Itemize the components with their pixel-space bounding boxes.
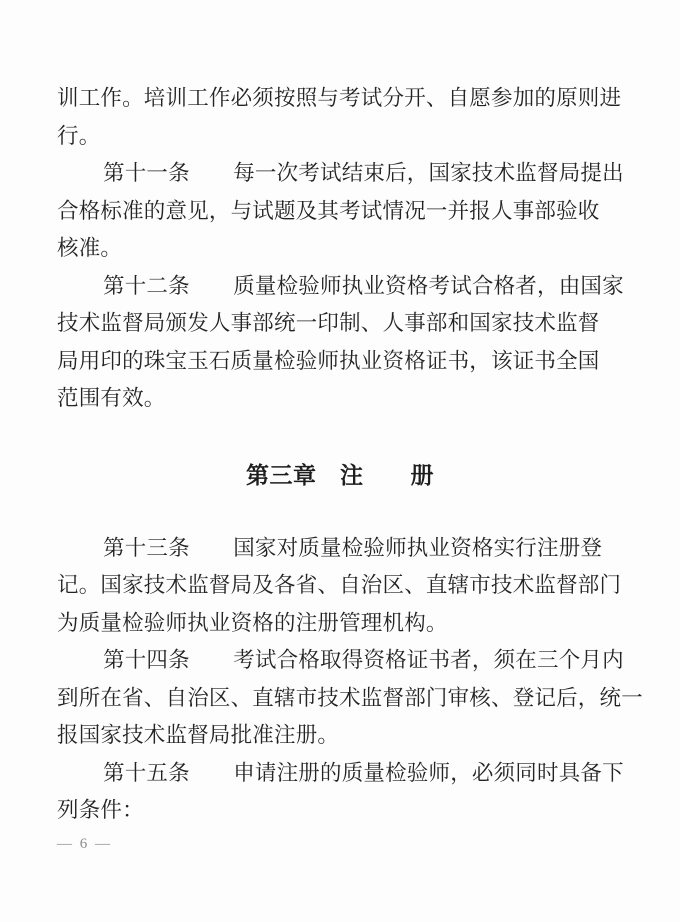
text-line: 报国家技术监督局批准注册。 xyxy=(57,723,340,747)
text-line: 技术监督局颁发人事部统一印制、人事部和国家技术监督 xyxy=(57,311,600,335)
page-number: — 6 — xyxy=(57,835,112,852)
text-line: 到所在省、自治区、直辖市技术监督部门审核、登记后，统一 xyxy=(57,685,643,710)
chapter-3-heading: 第三章 注 册 xyxy=(246,461,434,488)
article-13-line: 第十三条 国家对质量检验师执业资格实行注册登 xyxy=(103,535,603,560)
text-line: 范围有效。 xyxy=(57,386,166,410)
text-line: 为质量检验师执业资格的注册管理机构。 xyxy=(57,610,448,635)
text-line: 行。 xyxy=(57,123,101,148)
article-12-line: 第十二条 质量检验师执业资格考试合格者，由国家 xyxy=(103,273,624,298)
text-line: 记。国家技术监督局及各省、自治区、直辖市技术监督部门 xyxy=(57,573,622,597)
article-14-line: 第十四条 考试合格取得资格证书者，须在三个月内 xyxy=(103,648,624,672)
chapter-3-body xyxy=(57,530,643,830)
article-15-line: 第十五条 申请注册的质量检验师，必须同时具备下 xyxy=(103,760,624,785)
text-line: 列条件： xyxy=(57,798,144,822)
text-line: 训工作。培训工作必须按照与考试分开、自愿参加的原则进 xyxy=(57,86,622,110)
article-11-line: 第十一条 每一次考试结束后，国家技术监督局提出 xyxy=(103,161,624,185)
text-line: 合格标准的意见，与试题及其考试情况一并报人事部验收 xyxy=(57,198,600,223)
text-line: 局用印的珠宝玉石质量检验师执业资格证书，该证书全国 xyxy=(57,348,600,373)
text-line: 核准。 xyxy=(57,236,123,260)
document-body xyxy=(57,80,643,853)
